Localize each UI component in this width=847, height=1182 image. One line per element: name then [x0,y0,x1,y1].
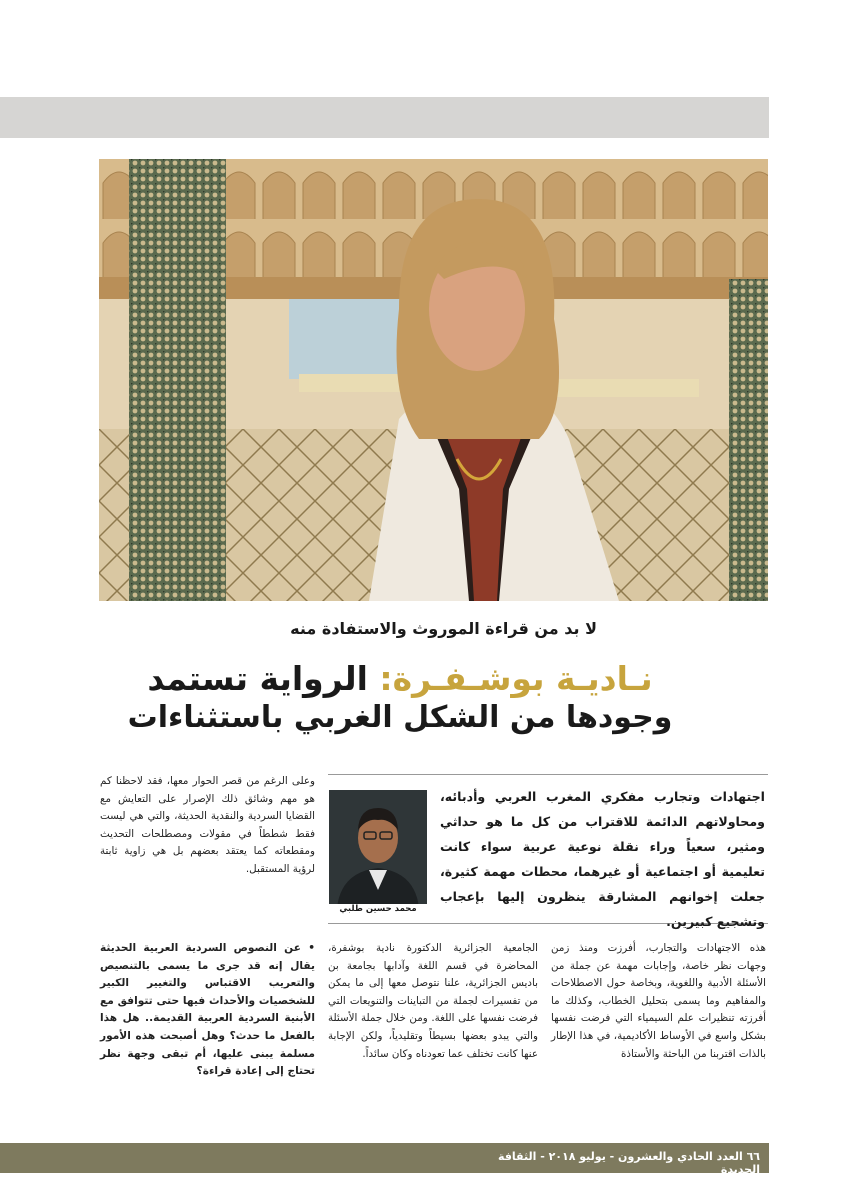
magazine-name: الثقافة الجديدة [498,1150,760,1176]
author-caption: محمد حسين طلبي [329,904,427,918]
interview-photo-illustration [99,159,768,601]
lead-paragraph: اجتهادات وتجارب مفكري المغرب العربي وأدبائه، ومحاولاتهم الدائمة للاقتراب من كل ما هو حداثي ومثير، سعياً وراء نقلة نوعية عربية سواء كانت تعليمية أو اجتماعية أو غيرهما، محطات مهمة كثيرة، جعلت إخوانهم المشارقة ينظرون إليها بإعجاب وتشجيع كبيرين. [440,789,765,929]
body-column-left-top: وعلى الرغم من قصر الحوار معها، فقد لاحظنا كم هو مهم وشائق ذلك الإصرار على التعايش مع القضايا السردية والنقدية الحديثة، والتي هي ليست فقط شططاً في مقولات ومصطلحات التحديث ومقطعاته كما يعتقد بعضهم بل هي زاوية ثابتة لرؤية المستقبل. [100,775,315,875]
body-column-middle: الجامعية الجزائرية الدكتورة نادية بوشفرة، المحاضرة في قسم اللغة وآدابها بجامعة بن باديس الجزائرية، علنا نتوصل معها إلى ما يمكن من تفسيرات لجملة من التباينات والتنويعات التي فرضت نفسها على اللغة. ومن خلال جملة الأسئلة والتي يبدو بعضها بسيطاً وتقليدياً، ولكن الإجابة عنها كانت تختلف عما تعودناه وكان سائداً. [328,942,538,1060]
body-column-right: هذه الاجتهادات والتجارب، أفرزت ومنذ زمن وجهات نظر خاصة، وإجابات مهمة عن جملة من الأسئلة الأدبية واللغوية، وبخاصة حول الاصطلاحات والمفاهيم وما يسمى بتحليل الخطاب، وكذلك ما أفرزته تنظيرات علم السيمياء التي فرضت نفسها بشكل واسع في الأوساط الأكاديمية، في هذا الإطار بالذات اقتربنا من الباحثة والأستاذة [551,942,766,1060]
question-column: • عن النصوص السردية العربية الحديثة يقال إنه قد جرى ما يسمى بالتنصيص والتعريب الاقتباس والتغيير الكبير للشخصيات والأحداث فيها حتى تتوافق مع الأبنية السردية العربية القديمة.. هل هذا بالفعل ما حدث؟ وهل أصبحت هذه الأمور مسلمة يبنى عليها، أم تبقى وجهة نظر تحتاج إلى إعادة قراءة؟ [100,942,315,1078]
page-number: ٦٦ [746,1150,760,1163]
author-portrait-illustration [329,790,427,908]
issue-info: العدد الحادي والعشرون - يوليو ٢٠١٨ - [540,1150,743,1163]
top-band [0,97,769,138]
author-photo [329,790,427,908]
main-photo [99,159,768,601]
headline-name: نـاديـة بوشـفـرة: [379,659,653,698]
article-headline [110,658,690,737]
footer-text [490,1150,760,1176]
headline-line-1 [110,658,690,699]
headline-line-2: وجودها من الشكل الغربي باستثناءات [127,700,673,736]
article-kicker: لا بد من قراءة الموروث والاستفادة منه [290,619,597,638]
headline-line-1-rest: الرواية تستمد [147,659,368,698]
